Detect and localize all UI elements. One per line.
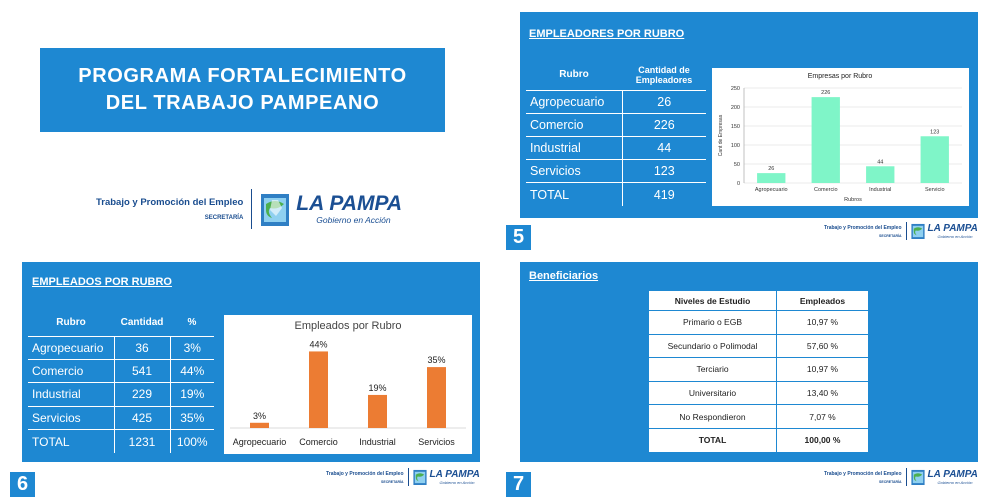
empleados-cell: 7,07 %	[777, 405, 869, 429]
employees-bar-chart	[224, 315, 472, 454]
empleados-cell: 10,97 %	[777, 358, 869, 382]
brand-name: LA PAMPA	[296, 192, 403, 215]
chart-title: Empleados por Rubro	[294, 320, 402, 332]
brand-dept: Trabajo y Promoción del Empleo	[326, 470, 404, 477]
brand-tagline: Gobierno en Acción	[439, 480, 475, 485]
bar	[921, 136, 949, 183]
cantidad-cell: 26	[622, 90, 706, 113]
cantidad-cell: 425	[114, 406, 170, 429]
table-row	[649, 428, 869, 452]
brand-dept: Trabajo y Promoción del Empleo	[824, 224, 902, 231]
x-tick-label: Comercio	[299, 437, 338, 447]
pct-cell: 44%	[170, 359, 214, 382]
cantidad-cell: 1231	[114, 430, 170, 453]
rubro-cell: Agropecuario	[526, 90, 622, 113]
rubro-cell: TOTAL	[28, 430, 114, 453]
cantidad-cell: 123	[622, 160, 706, 183]
pct-cell: 19%	[170, 383, 214, 406]
data-label: 44	[877, 159, 884, 166]
y-tick-label: 250	[730, 86, 740, 92]
cantidad-cell: 541	[114, 359, 170, 382]
la-pampa-map-icon	[910, 467, 926, 487]
col-cantidad-header: Cantidad	[120, 317, 164, 329]
nivel-cell: Primario o EGB	[649, 311, 777, 335]
slide-6-heading: EMPLEADOS POR RUBRO	[32, 276, 172, 288]
empleados-cell: 13,40 %	[777, 381, 869, 405]
y-tick-label: 150	[730, 124, 740, 130]
brand-divider	[906, 222, 907, 240]
employers-table	[526, 60, 706, 206]
brand-logo-slide-7	[824, 466, 978, 488]
cantidad-cell: 229	[114, 383, 170, 406]
cantidad-cell: 44	[622, 136, 706, 159]
empleados-cell: 57,60 %	[777, 334, 869, 358]
employees-chart	[224, 315, 472, 454]
table-row	[526, 136, 706, 159]
rubro-cell: Comercio	[526, 113, 622, 136]
table-row	[649, 311, 869, 335]
slide-5-number: 5	[506, 225, 531, 250]
data-label: 226	[821, 90, 831, 97]
bar	[309, 351, 328, 428]
table-row	[28, 359, 214, 382]
brand-divider	[906, 468, 907, 486]
table-row	[28, 383, 214, 406]
bar	[250, 423, 269, 428]
table-row	[28, 336, 214, 359]
x-tick-label: Industrial	[359, 437, 396, 447]
y-tick-label: 100	[730, 143, 740, 149]
brand-tagline: Gobierno en Acción	[937, 480, 973, 485]
data-label: 44%	[309, 339, 328, 350]
pct-cell: 3%	[170, 336, 214, 359]
x-axis-label: Rubros	[844, 197, 862, 203]
table-row	[649, 405, 869, 429]
pct-cell: 35%	[170, 406, 214, 429]
slide-7-heading: Beneficiarios	[529, 270, 599, 282]
brand-tagline: Gobierno en Acción	[937, 234, 973, 239]
nivel-cell: No Respondieron	[649, 405, 777, 429]
table-row	[526, 160, 706, 183]
brand-logo-slide-5	[824, 220, 978, 242]
brand-name: LA PAMPA	[927, 469, 978, 480]
slide-5-heading: EMPLEADORES POR RUBRO	[529, 28, 685, 40]
rubro-cell: Comercio	[28, 359, 114, 382]
x-tick-label: Industrial	[869, 187, 892, 193]
col-cantidad-header: Cantidad de Empleadores	[635, 64, 693, 85]
brand-secretaria: SECRETARÍA	[204, 215, 244, 221]
empleados-cell: 10,97 %	[777, 311, 869, 335]
col-rubro-header: Rubro	[56, 317, 86, 329]
table-row	[649, 358, 869, 382]
nivel-cell: Universitario	[649, 381, 777, 405]
brand-name: LA PAMPA	[429, 469, 480, 480]
brand-divider	[408, 468, 409, 486]
la-pampa-map-icon	[258, 188, 292, 230]
col-rubro-header: Rubro	[559, 69, 589, 81]
y-tick-label: 200	[730, 105, 740, 111]
table-row	[649, 334, 869, 358]
cantidad-cell: 36	[114, 336, 170, 359]
brand-dept: Trabajo y Promoción del Empleo	[824, 470, 902, 477]
data-label: 26	[768, 166, 775, 173]
bar	[866, 166, 894, 183]
pct-cell: 100%	[170, 430, 214, 453]
nivel-cell: Secundario o Polimodal	[649, 334, 777, 358]
slide-6-number: 6	[10, 472, 35, 497]
empleados-cell: 100,00 %	[777, 428, 869, 452]
slide-7-number: 7	[506, 472, 531, 497]
brand-secretaria: SECRETARÍA	[879, 233, 902, 238]
y-axis-label: Cant de Empresas	[718, 114, 724, 157]
table-row	[526, 113, 706, 136]
table-row	[28, 406, 214, 429]
brand-secretaria: SECRETARÍA	[879, 479, 902, 484]
x-tick-label: Agropecuario	[232, 437, 287, 447]
brand-secretaria: SECRETARÍA	[381, 479, 404, 484]
x-tick-label: Servicio	[924, 187, 945, 193]
education-levels-table	[648, 290, 869, 453]
bar	[427, 367, 446, 428]
y-tick-label: 0	[736, 181, 740, 187]
table-row	[649, 381, 869, 405]
la-pampa-map-icon	[910, 221, 926, 241]
x-tick-label: Servicios	[418, 437, 455, 447]
data-label: 123	[930, 129, 940, 136]
data-label: 35%	[427, 355, 446, 366]
bar	[812, 97, 840, 183]
rubro-cell: Servicios	[526, 160, 622, 183]
program-title-line2: DEL TRABAJO PAMPEANO	[105, 92, 380, 114]
brand-divider	[251, 189, 252, 229]
table-row	[526, 90, 706, 113]
table-row	[28, 430, 214, 453]
brand-tagline: Gobierno en Acción	[316, 215, 391, 225]
chart-title: Empresas por Rubro	[807, 73, 873, 80]
x-tick-label: Agropecuario	[754, 187, 788, 193]
rubro-cell: Industrial	[28, 383, 114, 406]
program-title-line1: PROGRAMA FORTALECIMIENTO	[78, 65, 407, 87]
y-tick-label: 50	[733, 162, 740, 168]
table-row	[526, 183, 706, 206]
employees-table	[28, 310, 214, 453]
nivel-cell: Terciario	[649, 358, 777, 382]
program-title	[40, 48, 445, 132]
col-empleados-header: Empleados	[777, 291, 869, 311]
rubro-cell: TOTAL	[526, 183, 622, 206]
nivel-cell: TOTAL	[649, 428, 777, 452]
rubro-cell: Agropecuario	[28, 336, 114, 359]
data-label: 3%	[252, 410, 267, 421]
col-nivel-header: Niveles de Estudio	[649, 291, 777, 311]
brand-name: LA PAMPA	[927, 223, 978, 234]
rubro-cell: Servicios	[28, 406, 114, 429]
la-pampa-map-icon	[412, 467, 428, 487]
brand-dept: Trabajo y Promoción del Empleo	[96, 197, 244, 208]
data-label: 19%	[368, 382, 387, 393]
brand-logo-main	[96, 184, 402, 234]
x-tick-label: Comercio	[813, 187, 838, 193]
bar	[368, 395, 387, 428]
cantidad-cell: 419	[622, 183, 706, 206]
brand-logo-slide-6	[326, 466, 480, 488]
employers-chart	[712, 68, 969, 206]
rubro-cell: Industrial	[526, 136, 622, 159]
cantidad-cell: 226	[622, 113, 706, 136]
bar	[757, 173, 785, 183]
employers-bar-chart	[712, 68, 969, 206]
col-pct-header: %	[187, 317, 197, 329]
